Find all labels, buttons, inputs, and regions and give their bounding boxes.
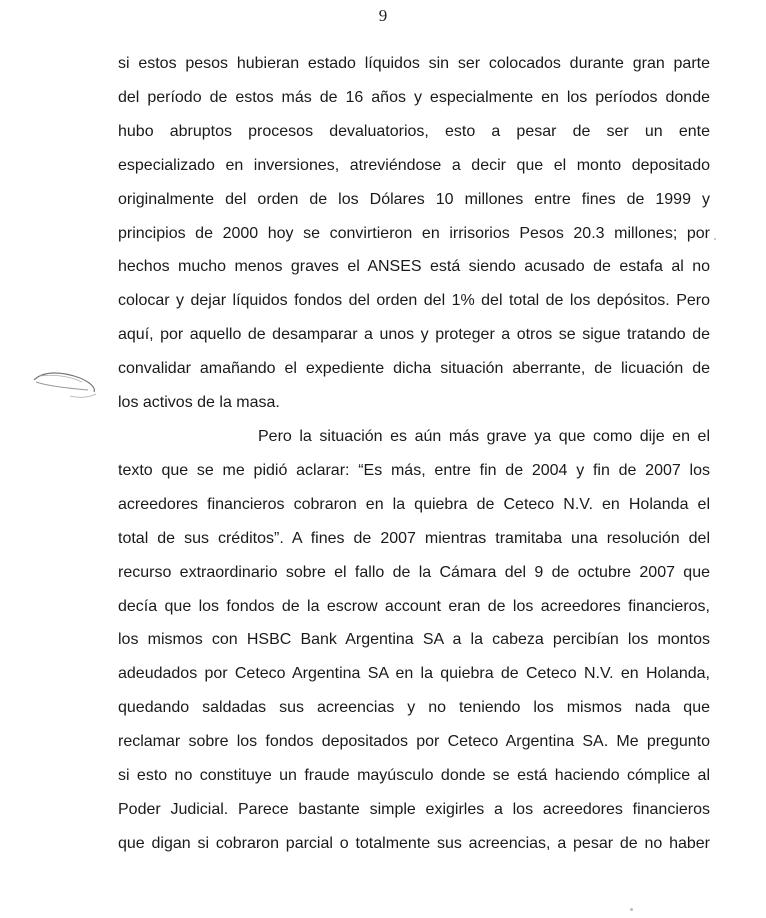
- text-line: originalmente del orden de los Dólares 10 millones entre fines de 1999 y: [118, 190, 710, 208]
- text-line: adeudados por Ceteco Argentina SA en la quiebra de Ceteco N.V. en Holanda,: [118, 665, 710, 683]
- text-line: hechos mucho menos graves el ANSES está siendo acusado de estafa al no: [118, 258, 710, 276]
- text-line: quedando saldadas sus acreencias y no teniendo los mismos nada que: [118, 699, 710, 717]
- text-line: hubo abruptos procesos devaluatorios, esto a pesar de ser un ente: [118, 122, 710, 140]
- scan-speck: [714, 238, 716, 240]
- text-line: especializado en inversiones, atreviéndose a decir que el monto depositado: [118, 156, 710, 174]
- paragraph: [118, 420, 710, 861]
- text-line: del período de estos más de 16 años y especialmente en los períodos donde: [118, 88, 710, 106]
- text-line: aquí, por aquello de desamparar a unos y proteger a otros se sigue tratando de: [118, 326, 710, 344]
- text-line: los mismos con HSBC Bank Argentina SA a la cabeza percibían los montos: [118, 631, 710, 649]
- text-line: los activos de la masa.: [118, 394, 280, 412]
- text-line: colocar y dejar líquidos fondos del orden del 1% del total de los depósitos. Pero: [118, 292, 710, 310]
- text-line: reclamar sobre los fondos depositados por Ceteco Argentina SA. Me pregunto: [118, 733, 710, 751]
- text-line: convalidar amañando el expediente dicha situación aberrante, de licuación de: [118, 360, 710, 378]
- text-line: si estos pesos hubieran estado líquidos sin ser colocados durante gran parte: [118, 55, 710, 72]
- text-line: principios de 2000 hoy se convirtieron en irrisorios Pesos 20.3 millones; por: [118, 224, 710, 242]
- page-number: 9: [378, 6, 388, 25]
- text-line: acreedores financieros cobraron en la quiebra de Ceteco N.V. en Holanda el: [118, 495, 710, 513]
- scan-speck: [630, 908, 633, 911]
- text-line: Poder Judicial. Parece bastante simple exigirles a los acreedores financieros: [118, 800, 710, 818]
- text-line: total de sus créditos”. A fines de 2007 mientras tramitaba una resolución del: [118, 529, 710, 547]
- text-line: Pero la situación es aún más grave ya que como dije en el: [258, 427, 710, 445]
- paragraph: [118, 47, 710, 420]
- margin-scribble-mark: [30, 368, 102, 402]
- text-line: recurso extraordinario sobre el fallo de la Cámara del 9 de octubre 2007 que: [118, 563, 710, 581]
- text-line: si esto no constituye un fraude mayúsculo donde se está haciendo cómplice al: [118, 767, 710, 785]
- text-line: decía que los fondos de la escrow account eran de los acreedores financieros,: [118, 597, 710, 615]
- text-line: que digan si cobraron parcial o totalmente sus acreencias, a pesar de no haber: [118, 834, 710, 852]
- document-body: [118, 47, 710, 861]
- text-line: texto que se me pidió aclarar: “Es más, entre fin de 2004 y fin de 2007 los: [118, 461, 710, 479]
